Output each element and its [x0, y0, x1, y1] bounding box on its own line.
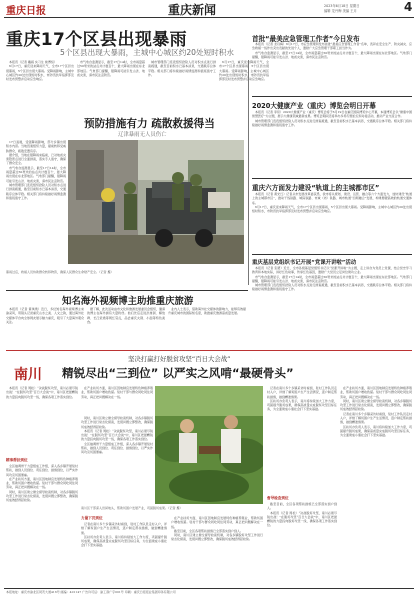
article-rule	[252, 254, 412, 255]
tourism-paragraph: 本报讯（记者 黄琪奥）近日，多位知名海外视频博主来渝采风，用镜头记录重庆山水之美、人文之韵，通过海外社交媒体平台向全球网友展示魅力重庆，吸引了大量海外观众关注。	[6, 307, 84, 324]
right-article-text: 市气象台监测显示，截至17日14时，全市雨量超过50毫米的站点共计数百个，最大降雨出现在东北部地区。气象部门提醒，强降雨可能引发山洪、地质灾害，请市民注意防范。	[252, 50, 412, 59]
feature-paragraph: 同时，南川区建立健全督导检查机制，对各乡镇脱贫攻坚工作进行常态化督查，发现问题立即整改，确保脱贫成效经得起检验。	[6, 489, 78, 503]
feature-subhead-3: 督导检查到位	[267, 496, 289, 500]
farm-photo-illustration	[155, 386, 263, 504]
lead-paragraph: 6月17日，重庆迎来降雨天气，全市17个区县出现暴雨，5个区县出现大暴雨。受降雨影响，主城中心城区约20处出现短时积水，市防汛抗旱指挥部及时发布预警并启动应急响应。	[6, 64, 74, 82]
feature-paragraph: 记者在南川多个乡镇采访时看到，驻村工作队员走村入户，详细了解贫困户生产生活情况，逐户制定帮扶措施，做到精准施策。	[267, 386, 337, 399]
feature-col-2-top	[81, 386, 153, 414]
feature-left-col	[6, 386, 78, 456]
masthead-rule	[4, 17, 414, 18]
date-line: 2023年6月18日 星期日	[324, 4, 360, 8]
right-article-text: 城市管理部门连夜组织抢险人员对积水点进行排查疏通，截至目前积水已基本消退，交通秩序总体平稳。相关部门将持续做好雨情监测和值班值守工作。	[252, 118, 412, 127]
feature-paragraph: 记者在南川多个乡镇采访时看到，驻村工作队员走村入户，详细了解贫困户生产生活情况，逐户制定帮扶措施，做到精准施策。	[340, 411, 412, 425]
right-article-title-4: 重庆基层党组织书记开展“党课开讲啦”活动	[252, 260, 357, 266]
right-article-body-3	[252, 192, 412, 252]
feature-col-2	[81, 416, 153, 506]
feature-paragraph: 在产业扶贫方面，南川区因地制宜发展特色种植养殖业，帮助贫困户增收致富。驻村干部与群众同吃同住同劳动，真正把问题解决在一线。	[340, 386, 412, 399]
feature-paragraph: 本报讯（记者 周松）“决战脱贫攻坚，南川必须尽锐出战！”在脱贫攻坚“百日大会战”中，南川区把最精锐的力量投向脱贫攻坚一线，确保各项工作落实到位。	[267, 510, 337, 528]
side-paragraph: 17日凌晨，受强降雨影响，部分乡镇出现积水内涝。当地迅速组织力量，提前转移受威胁群众，疏散安置有序。	[6, 140, 66, 153]
footer-text: 本报地址：重庆市渝北区同茂大道416号 邮编：401147 广告许可证：渝工商广字001号 印刷：重庆日报报业集团印务有限公司	[6, 590, 176, 594]
lead-body-col2	[77, 60, 145, 112]
right-article-text: 城市管理部门连夜组织抢险人员对积水点进行排查疏通，截至目前积水已基本消退，交通秩序总体平稳。相关部门将持续做好雨情监测和值班值守工作。	[252, 283, 412, 292]
lead-byline: 本报讯（记者 戴娟 实习生 姚博恒）	[9, 60, 57, 64]
feature-paragraph: 区扶贫办负责人表示，南川将持续加大工作力度，巩固提升脱贫成果，确保高质量完成脱贫攻坚目标任务，为全面建成小康社会打下坚实基础。	[267, 398, 337, 412]
date-editor-line	[324, 4, 400, 13]
section-title: 重庆新闻	[168, 3, 217, 17]
feature-paragraph: 截至目前，全区各项帮扶措施已全部落实到户到人。	[267, 502, 337, 511]
editor-line: 编辑 龙丹梅 美编 王月	[324, 8, 357, 13]
feature-col-5b	[267, 502, 337, 586]
right-article-text: 本报讯（记者 黄光红）记者从市发展改革委获悉，我市将从规划、建设、运营、融合等六个方面发力，加快建设“轨道上的主城都市区”，推动干线铁路、城际铁路、市域（郊）铁路、城市轨道“四网融合”发展，构建便捷高效的轨道交通体系。	[252, 192, 412, 205]
farm-photo	[155, 386, 263, 504]
feature-col-6	[340, 386, 412, 586]
feature-kicker: 坚决打赢打好脱贫攻坚“百日大会战”	[128, 355, 231, 363]
rescue-photo-illustration	[68, 140, 244, 264]
right-article-text: 本报讯（记者 张珺）近日，全市各级基层党组织书记以“党课开讲啦”为主题，走上讲台为党员上党课，结合党史学习教育和本地实际，讲好红色故事，传承红色基因，激励广大党员立足岗位建功立业。	[252, 266, 412, 275]
feature-left-col-2	[6, 464, 78, 584]
feature-paragraph: 记者在南川多个乡镇采访时看到，驻村工作队员走村入户，详细了解贫困户生产生活情况，逐户制定帮扶措施，做到精准施策。	[81, 522, 167, 535]
lead-body-col3	[148, 60, 216, 112]
right-article-text: 6月17日，重庆迎来降雨天气，全市17个区县出现暴雨，5个区县出现大暴雨。受降雨影响，主城中心城区约20处出现短时积水，市防汛抗旱指挥部及时发布预警并启动应急响应。	[252, 204, 412, 214]
side-paragraph: 据介绍，当地在强降雨来临前，已对地质灾害隐患点进行全面排查，落实专人值守，确保了群众安全。	[6, 152, 66, 166]
right-article-text: 本报讯（记者 李珩）2020大健康产业（重庆）博览会将于6月19日在重庆国际博览中心开幕，本届博览会以“健康中国 智慧医疗”为主题，展示大健康领域最新成果。博览会期间还将举办多场专题论坛和对接活动，推动产业交流合作。	[252, 110, 412, 119]
feature-paragraph: 截至目前，全区各项帮扶措施已全部落实到户到人。	[174, 528, 244, 533]
column-divider	[248, 60, 249, 285]
lead-paragraph: 6月17日，重庆迎来降雨天气，全市17个区县出现暴雨，5个区县出现大暴雨。受降雨影响，主城中心城区约20处出现短时积水，市防汛抗旱指挥部及时发布预警并启动应急响应。	[219, 60, 269, 82]
tourism-headline: 知名海外视频博主助推重庆旅游	[62, 296, 194, 307]
footer-rule	[4, 588, 414, 589]
feature-paragraph: 在产业扶贫方面，南川区因地制宜发展特色种植养殖业，帮助贫困户增收致富。驻村干部与群众同吃同住同劳动，真正把问题解决在一线。	[81, 386, 153, 399]
article-rule	[6, 290, 248, 291]
lead-paragraph: 市气象台监测显示，截至17日14时，全市雨量超过50毫米的站点共计数百个，最大降雨出现在东北部地区。气象部门提醒，强降雨可能引发山洪、地质灾害，请市民注意防范。	[77, 60, 145, 77]
right-article-text: 本报讯（记者 龙丹梅）6月17日，市应急管理局发布首批“最美应急管理工作者”名单，表彰在安全生产、防灾减灾、应急救援一线作出突出贡献的先进个人，激励广大应急管理干部职工担当作为。	[252, 42, 412, 51]
feature-paragraph: 同时，南川区建立健全督导检查机制，对各乡镇脱贫攻坚工作进行常态化督查，发现问题立即整改，确保脱贫成效经得起检验。	[340, 398, 412, 412]
feature-paragraph: 本报讯（记者 周松）“决战脱贫攻坚，南川必须尽锐出战！”在脱贫攻坚“百日大会战”中，南川区把最精锐的力量投向脱贫攻坚一线，确保各项工作落实到位。	[6, 386, 78, 399]
feature-col-4	[171, 516, 263, 586]
feature-subhead-2: 力量下沉到位	[81, 516, 103, 520]
feature-paragraph: 全区抽调骨干力量组成工作组，深入各乡镇开展驻村帮扶，做到人员到位、责任到位、措施到位，以严实作风攻克贫困堡垒。	[6, 464, 78, 477]
right-article-title-2: 2020大健康产业（重庆）博览会明日开幕	[252, 102, 376, 110]
page-number: 4	[404, 0, 413, 14]
feature-paragraph: 在产业扶贫方面，南川区因地制宜发展特色种植养殖业，帮助贫困户增收致富。驻村干部与群众同吃同住同劳动，真正把问题解决在一线。	[171, 516, 263, 529]
photo-story-subtitle: 辽津暴雨无人员伤亡	[118, 132, 167, 138]
feature-paragraph: 区扶贫办负责人表示，南川将持续加大工作力度，巩固提升脱贫成果，确保高质量完成脱贫攻坚目标任务，为全面建成小康社会打下坚实基础。	[81, 534, 167, 548]
tourism-paragraph: 据了解，此次活动由市文化和旅游发展委员会组织，邀请的博主在海外拥有大量粉丝。他们先后走进洪崖洞、解放碑、长江索道等网红景点，品尝重庆火锅、小面等特色美食。	[87, 307, 165, 324]
feature-paragraph: 本报讯（记者 周松）“决战脱贫攻坚，南川必须尽锐出战！”在脱贫攻坚“百日大会战”中，南川区把最精锐的力量投向脱贫攻坚一线，确保各项工作落实到位。	[81, 428, 153, 442]
right-article-title-1: 首批“最美应急管理工作者”今日发布	[252, 35, 360, 43]
feature-top-rule	[6, 350, 412, 351]
feature-photo-caption: 南川区干部深入田间地头，帮助贫困户发展产业，巩固脱贫成果。（记者 摄）	[81, 506, 183, 510]
rescue-photo	[68, 140, 244, 264]
feature-col-5	[267, 386, 337, 494]
feature-headline: 精锐尽出“三到位” 以严实之风啃“最硬骨头”	[62, 366, 294, 380]
photo-story-side-text	[6, 140, 66, 280]
right-article-body-1	[252, 42, 412, 94]
right-article-body-2	[252, 110, 412, 176]
tourism-col2	[87, 307, 165, 347]
feature-paragraph: 同时，南川区建立健全督导检查机制，对各乡镇脱贫攻坚工作进行常态化督查，发现问题立即整改，确保脱贫成效经得起检验。	[171, 533, 263, 542]
photo-story-title: 预防措施有力 疏散救援得当	[84, 118, 215, 130]
feature-paragraph: 区扶贫办负责人表示，南川将持续加大工作力度，巩固提升脱贫成果，确保高质量完成脱贫攻坚目标任务，为全面建成小康社会打下坚实基础。	[340, 424, 412, 438]
newspaper-logo: 重庆日报	[6, 6, 46, 17]
feature-paragraph: 全区抽调骨干力量组成工作组，深入各乡镇开展驻村帮扶，做到人员到位、责任到位、措施到位，以严实作风攻克贫困堡垒。	[81, 441, 153, 455]
article-rule	[252, 178, 412, 179]
tourism-col1	[6, 307, 84, 347]
feature-place: 南川	[14, 367, 42, 383]
lead-subheadline: 5个区县出现大暴雨，主城中心城区约20处短时积水	[60, 48, 234, 57]
feature-paragraph: 同时，南川区建立健全督导检查机制，对各乡镇脱贫攻坚工作进行常态化督查，发现问题立即整改，确保脱贫成效经得起检验。	[81, 416, 153, 429]
right-article-text: 市气象台监测显示，截至17日14时，全市雨量超过50毫米的站点共计数百个，最大降雨出现在东北部地区。气象部门提醒，强降雨可能引发山洪、地质灾害，请市民注意防范。	[252, 274, 412, 283]
feature-subhead-1: 精准帮扶到位	[6, 458, 28, 462]
photo-caption: 暴雨过后，救援人员协助群众转移物资，确保人民群众生命财产安全。（记者 摄）	[6, 270, 114, 274]
feature-col-3	[81, 522, 167, 586]
side-paragraph: 城市管理部门连夜组织抢险人员对积水点进行排查疏通，截至目前积水已基本消退，交通秩序总体平稳。相关部门将持续做好雨情监测和值班值守工作。	[6, 182, 66, 200]
feature-paragraph: 在产业扶贫方面，南川区因地制宜发展特色种植养殖业，帮助贫困户增收致富。驻村干部与群众同吃同住同劳动，真正把问题解决在一线。	[6, 476, 78, 490]
lead-paragraph: 城市管理部门连夜组织抢险人员对积水点进行排查疏通，截至目前积水已基本消退，交通秩序总体平稳。相关部门将持续做好雨情监测和值班值守工作。	[148, 60, 216, 77]
right-article-title-3: 重庆六方面发力建设“轨道上的主城都市区”	[252, 184, 380, 192]
lead-headline: 重庆17个区县出现暴雨	[6, 30, 188, 50]
tourism-col3	[168, 307, 246, 347]
article-rule	[252, 96, 412, 97]
tourism-paragraph: 业内人士表示，借助海外社交媒体的影响力，能够有效提升重庆城市的国际知名度，助推重庆旅游高质量发展。	[168, 307, 246, 316]
right-article-body-4	[252, 266, 412, 348]
side-paragraph: 市气象台监测显示，截至17日14时，全市雨量超过50毫米的站点共计数百个，最大降雨出现在东北部地区。气象部门提醒，强降雨可能引发山洪、地质灾害，请市民注意防范。	[6, 165, 66, 183]
